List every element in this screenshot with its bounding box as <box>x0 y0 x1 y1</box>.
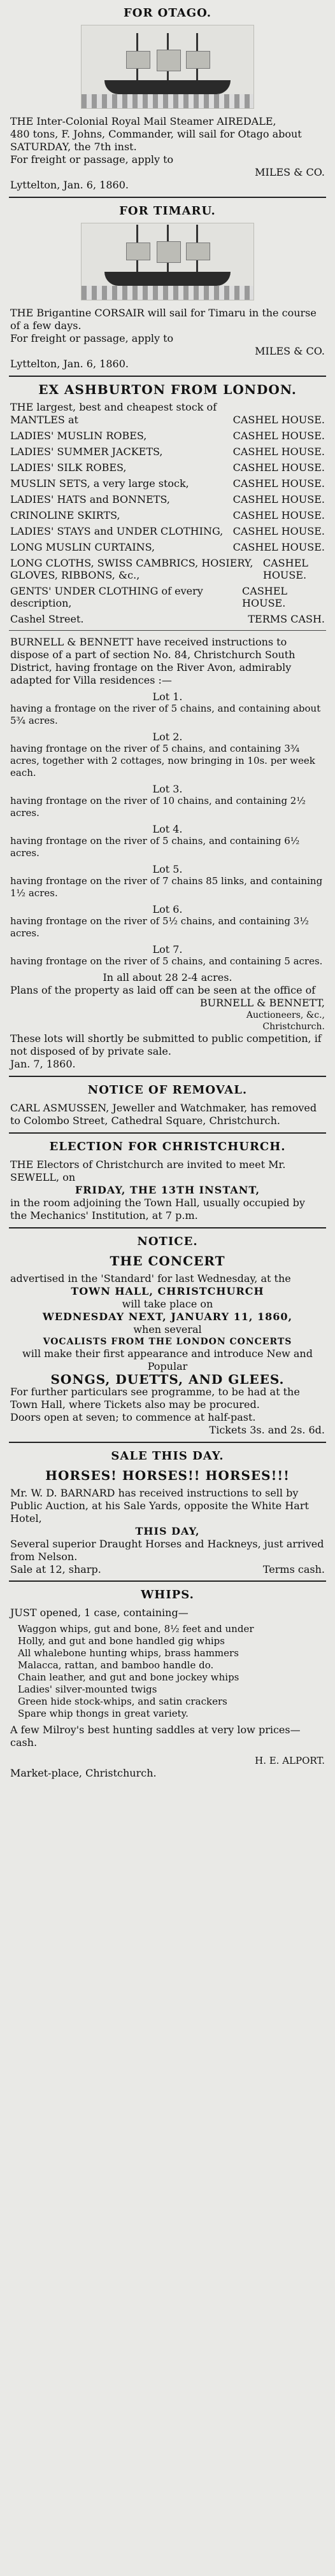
lot-label: Lot 7. <box>152 943 183 955</box>
otago-p3: For freight or passage, apply to <box>10 153 174 165</box>
whip-line: Holly, and gut and bone handled gig whips <box>18 1635 225 1647</box>
concert-h1: THE CONCERT <box>110 1253 225 1269</box>
concert-p1: advertised in the 'Standard' for last Wednesday, at the <box>10 1272 291 1284</box>
divider <box>9 1076 326 1077</box>
whips-sig: H. E. ALPORT. <box>255 1755 325 1766</box>
timaru-title: FOR TIMARU. <box>119 204 216 218</box>
concert-vocal: VOCALISTS FROM THE LONDON CONCERTS <box>43 1337 292 1347</box>
lot-text: having a frontage on the river of 5 chains, and containing about 5¾ acres. <box>10 703 321 726</box>
terms: TERMS CASH. <box>248 613 325 625</box>
timaru-ad <box>0 204 335 370</box>
item-2: LADIES' SILK ROBES, CASHEL HOUSE. <box>10 461 325 474</box>
timaru-p2: For freight or passage, apply to <box>10 332 174 344</box>
timaru-agent: MILES & CO. <box>255 345 325 357</box>
item-6: LADIES' STAYS and UNDER CLOTHING, CASHEL HOUSE. <box>10 525 325 537</box>
ship-illustration <box>81 223 254 300</box>
election-body2: in the room adjoining the Town Hall, usually occupied by the Mechanics' Institution, at 7 p.m. <box>10 1197 305 1221</box>
lot-text: having frontage on the river of 10 chains, and containing 2½ acres. <box>10 795 306 819</box>
otago-agent: MILES & CO. <box>255 166 325 178</box>
concert-tickets: Tickets 3s. and 2s. 6d. <box>209 1424 325 1436</box>
whip-line: Spare whip thongs in great variety. <box>18 1708 189 1719</box>
burnell-note: These lots will shortly be submitted to public competition, if not disposed of by private sale. <box>10 1032 322 1057</box>
election-title: ELECTION FOR CHRISTCHURCH. <box>49 1140 286 1153</box>
divider <box>9 1442 326 1443</box>
concert-ad <box>0 1235 335 1437</box>
concert-songs: SONGS, DUETTS, AND GLEES. <box>50 1372 285 1387</box>
burnell-total: In all about 28 2-4 acres. <box>103 971 232 983</box>
lot-text: having frontage on the river of 7 chains 85 links, and containing 1½ acres. <box>10 875 323 899</box>
lot-label: Lot 1. <box>152 691 183 703</box>
whips-open: JUST opened, 1 case, containing— <box>10 1607 189 1619</box>
otago-ad <box>0 6 335 192</box>
whip-line: Malacca, rattan, and bamboo handle do. <box>18 1659 214 1671</box>
ship-illustration <box>81 25 254 109</box>
burnell-ad <box>0 636 335 1071</box>
item-5: CRINOLINE SKIRTS, CASHEL HOUSE. <box>10 509 325 521</box>
sale-day: THIS DAY, <box>135 1525 200 1537</box>
mantles-row <box>10 414 325 426</box>
ashburton-intro1: THE largest, best and cheapest stock of <box>10 401 217 413</box>
whips-title: WHIPS. <box>141 1588 194 1601</box>
whip-line: Waggon whips, gut and bone, 8½ feet and under <box>18 1623 254 1635</box>
burnell-firm: BURNELL & BENNETT, <box>199 997 325 1009</box>
sale-horses: HORSES! HORSES!! HORSES!!! <box>45 1468 290 1483</box>
sale-p2: Several superior Draught Horses and Hackneys, just arrived from Nelson. <box>10 1538 324 1563</box>
sale-ad <box>0 1449 335 1575</box>
sale-time: Sale at 12, sharp. <box>10 1563 101 1575</box>
divider <box>9 630 326 631</box>
otago-p2: 480 tons, F. Johns, Commander, will sail for Otago about SATURDAY, the 7th inst. <box>10 128 302 153</box>
item-4: LADIES' HATS and BONNETS, CASHEL HOUSE. <box>10 493 325 505</box>
whips-place: Market-place, Christchurch. <box>10 1767 157 1779</box>
otago-title: FOR OTAGO. <box>123 6 211 20</box>
sale-terms: Terms cash. <box>262 1563 325 1575</box>
item-1: LADIES' SUMMER JACKETS, CASHEL HOUSE. <box>10 446 325 458</box>
removal-body: CARL ASMUSSEN, Jeweller and Watchmaker, has removed to Colombo Street, Cathedral Square, Christchurch. <box>10 1102 317 1127</box>
lot-label: Lot 5. <box>152 863 183 875</box>
lot-label: Lot 3. <box>152 783 183 795</box>
concert-p5: For further particulars see programme, to be had at the Town Hall, where Tickets also may be procured. <box>10 1386 300 1411</box>
lot-label: Lot 2. <box>152 731 183 743</box>
item-9: GENTS' UNDER CLOTHING of every description, CASHEL HOUSE. <box>10 585 288 609</box>
whip-line: All whalebone hunting whips, brass hammers <box>18 1647 239 1659</box>
item-0: LADIES' MUSLIN ROBES, CASHEL HOUSE. <box>10 430 325 442</box>
concert-title: NOTICE. <box>137 1235 198 1248</box>
whip-line: Green hide stock-whips, and satin crackers <box>18 1696 227 1707</box>
otago-p1: THE Inter-Colonial Royal Mail Steamer AIREDALE, <box>10 115 276 127</box>
divider <box>9 1227 326 1228</box>
removal-title: NOTICE OF REMOVAL. <box>87 1083 248 1097</box>
burnell-role: Auctioneers, &c., <box>246 1010 325 1020</box>
whips-lines <box>18 1623 325 1720</box>
concert-p4: will make their first appearance and introduce New and Popular <box>22 1348 313 1372</box>
whips-note: A few Milroy's best hunting saddles at very low prices—cash. <box>10 1724 301 1749</box>
concert-p2: will take place on <box>122 1298 213 1310</box>
concert-when: WEDNESDAY NEXT, JANUARY 11, 1860, <box>42 1311 293 1323</box>
burnell-intro: BURNELL & BENNETT have received instructions to dispose of a part of section No. 84, Christchurch South District, having frontage on the River Avon, admirably adapted for Villa residences :— <box>10 636 296 686</box>
divider <box>9 1580 326 1582</box>
sale-p1: Mr. W. D. BARNARD has received instructions to sell by Public Auction, at his Sale Yards, opposite the White Hart Hotel, <box>10 1487 309 1524</box>
lot-text: having frontage on the river of 5 chains, and containing 5 acres. <box>10 955 323 967</box>
election-ad <box>0 1140 335 1222</box>
sale-terms-row <box>10 1563 325 1575</box>
removal-ad <box>0 1083 335 1127</box>
burnell-plans: Plans of the property as laid off can be seen at the office of <box>10 984 316 996</box>
lot-label: Lot 6. <box>152 903 183 915</box>
timaru-p1: THE Brigantine CORSAIR will sail for Timaru in the course of a few days. <box>10 307 317 332</box>
lot-label: Lot 4. <box>152 823 183 835</box>
burnell-place: Christchurch. <box>262 1022 325 1032</box>
lot-text: having frontage on the river of 5½ chains, and containing 3½ acres. <box>10 915 309 939</box>
item-8: LONG CLOTHS, SWISS CAMBRICS, HOSIERY, GLOVES, RIBBONS, &c., CASHEL HOUSE. <box>10 557 308 581</box>
sale-title: SALE THIS DAY. <box>111 1449 224 1463</box>
burnell-lots <box>10 691 325 968</box>
whip-line: Chain leather, and gut and bone jockey whips <box>18 1672 239 1683</box>
burnell-date: Jan. 7, 1860. <box>10 1058 76 1070</box>
concert-doors: Doors open at seven; to commence at half-past. <box>10 1411 256 1423</box>
election-day: FRIDAY, THE 13TH INSTANT, <box>75 1184 260 1196</box>
divider <box>9 376 326 377</box>
divider <box>9 1132 326 1134</box>
whips-ad <box>0 1588 335 1780</box>
timaru-dateline: Lyttelton, Jan. 6, 1860. <box>10 358 129 370</box>
ashburton-items <box>10 430 325 609</box>
election-body1: THE Electors of Christchurch are invited to meet Mr. SEWELL, on <box>10 1158 286 1183</box>
item-3: MUSLIN SETS, a very large stock, CASHEL HOUSE. <box>10 477 325 489</box>
ashburton-title: EX ASHBURTON FROM LONDON. <box>38 382 297 397</box>
whip-line: Ladies' silver-mounted twigs <box>18 1684 157 1695</box>
otago-dateline: Lyttelton, Jan. 6, 1860. <box>10 179 129 191</box>
lot-text: having frontage on the river of 5 chains, and containing 6½ acres. <box>10 835 300 859</box>
cashel-house: CASHEL HOUSE. <box>232 414 325 426</box>
concert-hall: TOWN HALL, CHRISTCHURCH <box>71 1285 264 1297</box>
concert-p3: when several <box>133 1323 202 1335</box>
street: Cashel Street. <box>10 613 84 625</box>
terms-row <box>10 613 325 625</box>
ashburton-ad <box>0 382 335 625</box>
mantles-text: MANTLES at <box>10 414 78 426</box>
lot-text: having frontage on the river of 5 chains, and containing 3¾ acres, together with 2 cottages, now bringing in 10s. per week each. <box>10 743 315 778</box>
divider <box>9 197 326 198</box>
item-7: LONG MUSLIN CURTAINS, CASHEL HOUSE. <box>10 541 325 553</box>
